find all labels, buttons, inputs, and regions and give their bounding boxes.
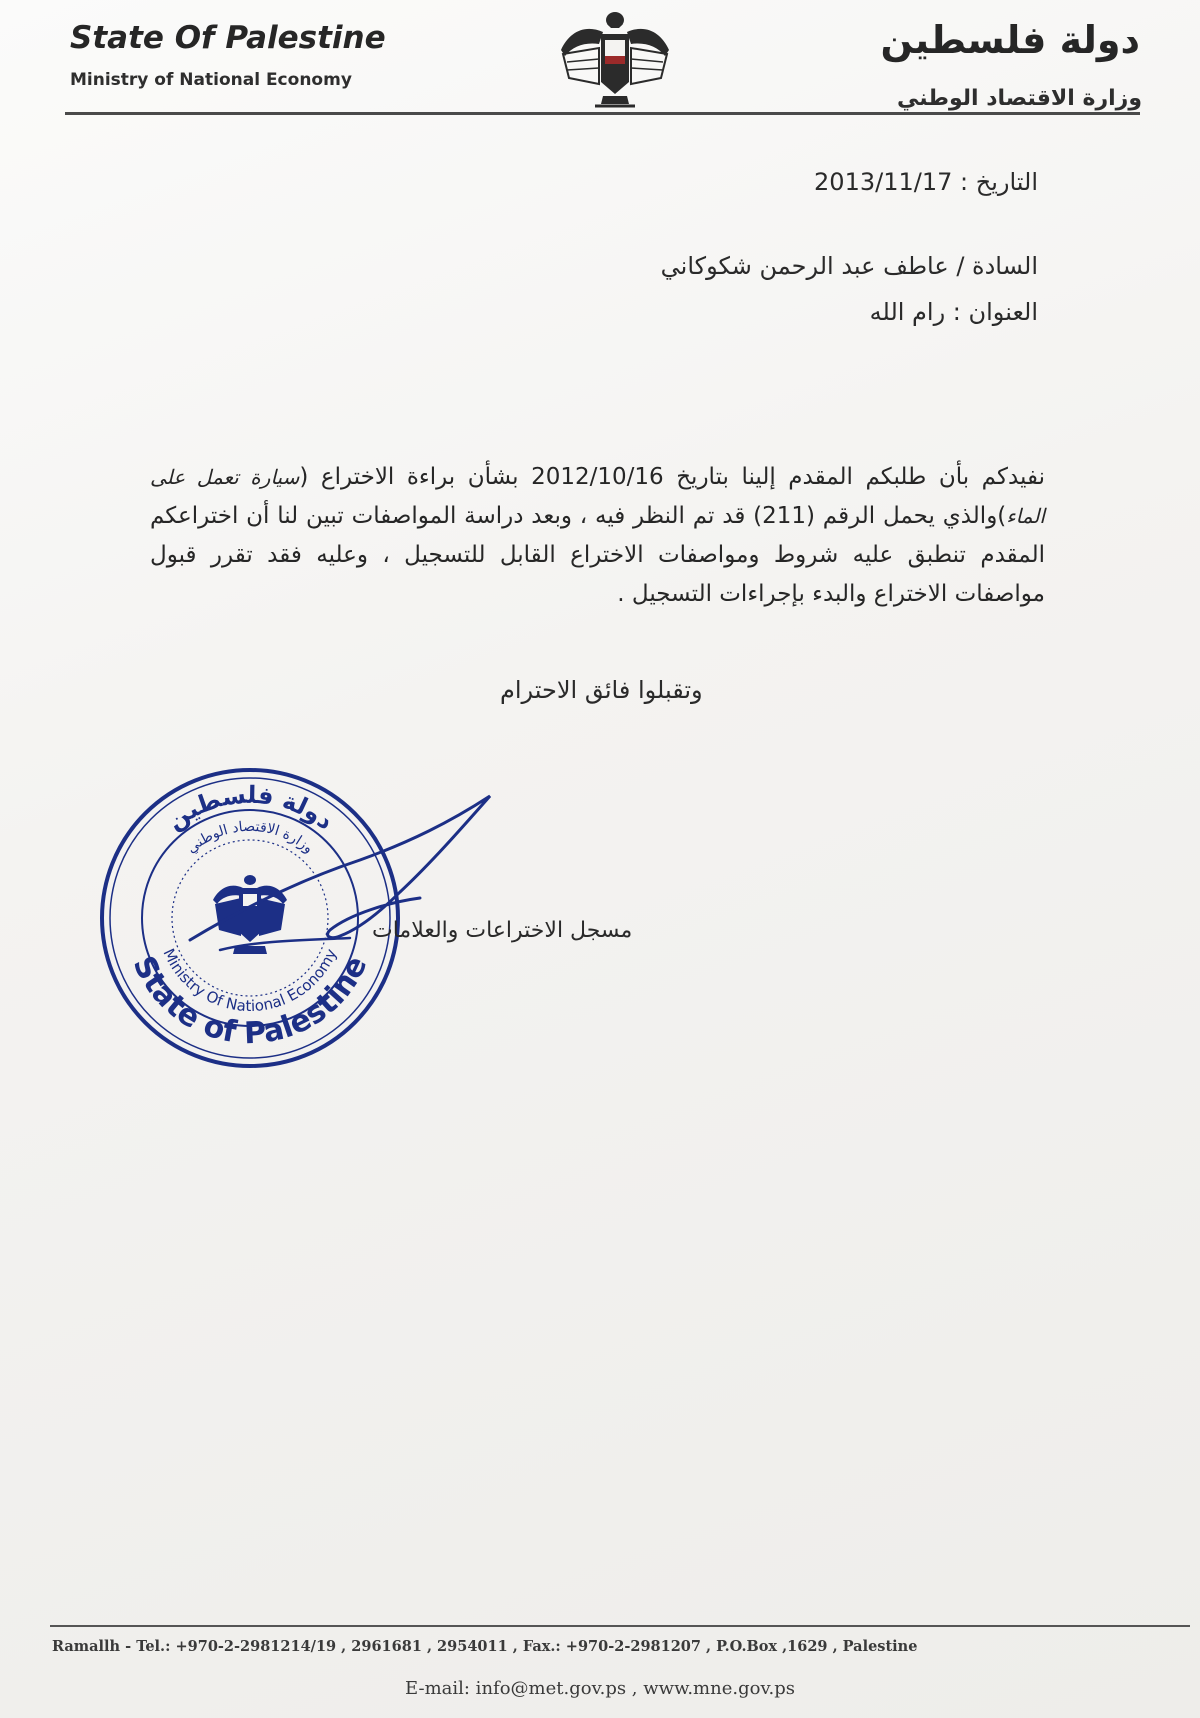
signatory-title: مسجل الاختراعات والعلامات bbox=[372, 918, 633, 943]
footer-divider bbox=[50, 1625, 1190, 1627]
stamp-outer-text-ar: دولة فلسطين bbox=[161, 780, 339, 836]
recipient-name: السادة / عاطف عبد الرحمن شكوكاني bbox=[660, 252, 1038, 280]
body-handwritten-insert: سيارة تعمل على الماء bbox=[150, 465, 1045, 528]
letter-closing: وتقبلوا فائق الاحترام bbox=[500, 676, 703, 704]
stamp-inner-text-en: Ministry Of National Economy bbox=[159, 945, 341, 1016]
letter-date: التاريخ : 2013/11/17 bbox=[814, 168, 1038, 196]
stamp-outer-text-en: State of Palestine bbox=[125, 950, 375, 1052]
letterhead-en-subtitle: Ministry of National Economy bbox=[70, 70, 352, 90]
stamp-inner-text-ar: وزارة الاقتصاد الوطني bbox=[183, 818, 317, 857]
eagle-emblem-icon bbox=[555, 4, 675, 114]
letterhead-ar-title: دولة فلسطين bbox=[880, 18, 1140, 62]
letter-body bbox=[150, 458, 1045, 614]
handwritten-signature bbox=[180, 790, 510, 990]
body-text-part1: نفيدكم بأن طلبكم المقدم إلينا بتاريخ 2012/10/16 بشأن براءة الاختراع ( bbox=[299, 464, 1045, 490]
footer-contact: Ramallh - Tel.: +970-2-2981214/19 , 2961681 , 2954011 , Fax.: +970-2-2981207 , P.O.Box ,1629 , Palestine bbox=[52, 1638, 918, 1655]
body-text-part2: )والذي يحمل الرقم (211) قد تم النظر فيه ، وبعد دراسة المواصفات تبين لنا أن اختراعكم المقدم تنطبق عليه شروط ومواصفات الاختراع القابل للتسجيل ، وعليه فقد تقرر قبول مواصفات الاختراع والبدء بإجراءات التسجيل . bbox=[150, 503, 1045, 607]
footer-web: E-mail: info@met.gov.ps , www.mne.gov.ps bbox=[405, 1678, 795, 1699]
header-divider bbox=[65, 112, 1140, 115]
letterhead-en-title: State Of Palestine bbox=[70, 20, 386, 56]
letterhead-ar-subtitle: وزارة الاقتصاد الوطني bbox=[897, 86, 1142, 111]
recipient-address: العنوان : رام الله bbox=[869, 298, 1038, 326]
